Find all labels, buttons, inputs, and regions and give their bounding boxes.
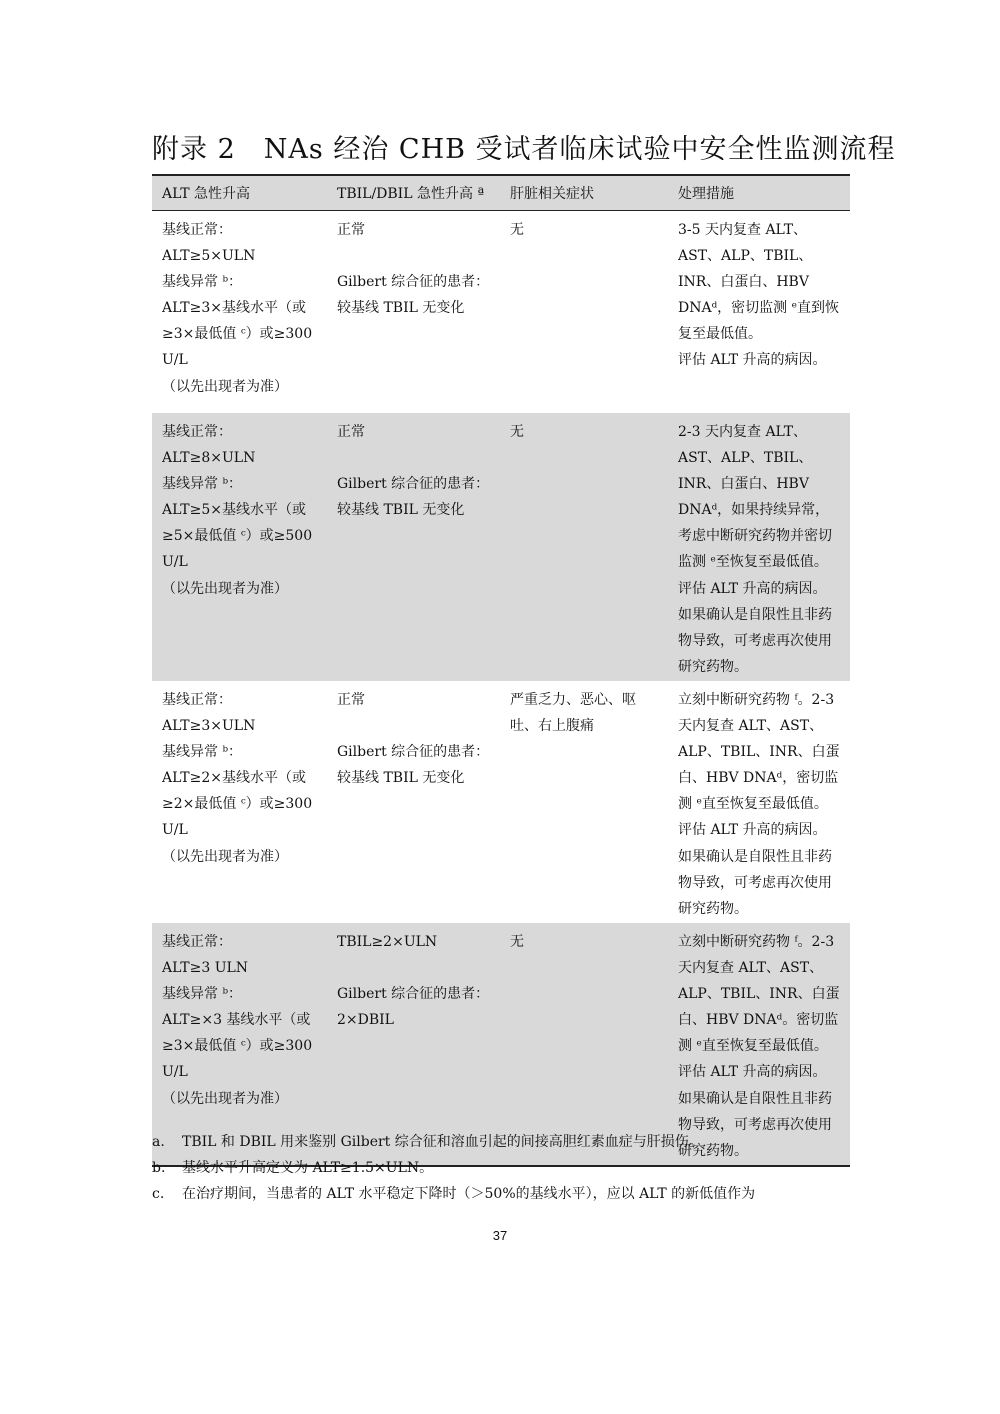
- cell-line: 较基线 TBIL 无变化: [337, 770, 465, 787]
- cell-line: 吐、右上腹痛: [510, 718, 594, 735]
- cell-line: 天内复查 ALT、AST、: [678, 718, 824, 735]
- cell-line: 基线异常 ᵇ：: [162, 744, 243, 761]
- footnotes: [152, 1129, 852, 1207]
- cell-line: 评估 ALT 升高的病因。: [678, 822, 827, 839]
- cell-line: Gilbert 综合征的患者：: [337, 274, 490, 291]
- cell-alt: [152, 413, 327, 681]
- cell-line: INR、白蛋白、HBV: [678, 274, 809, 291]
- cell-line: ALT≥3 ULN: [162, 960, 249, 977]
- cell-line: 物导致，可考虑再次使用: [678, 632, 832, 649]
- cell-symptoms: [500, 211, 660, 414]
- cell-symptoms: [500, 681, 660, 923]
- cell-line: TBIL≥2×ULN: [337, 934, 438, 950]
- cell-line: 基线异常 ᵇ：: [162, 274, 243, 291]
- cell-line: ALT≥5×ULN: [162, 248, 256, 265]
- cell-line: 白、HBV DNAᵈ，密切监: [678, 770, 839, 787]
- cell-line: 物导致，可考虑再次使用: [678, 874, 832, 891]
- cell-line: 基线异常 ᵇ：: [162, 476, 243, 493]
- cell-line: 正常: [337, 424, 365, 440]
- cell-line: 无: [510, 222, 524, 238]
- header-symptoms: 肝脏相关症状: [500, 175, 660, 211]
- cell-line: 无: [510, 934, 524, 950]
- cell-line: 物导致，可考虑再次使用: [678, 1116, 832, 1133]
- cell-line: 复至最低值。: [678, 326, 762, 343]
- cell-action: [660, 681, 850, 923]
- cell-line: 严重乏力、恶心、呕: [510, 692, 636, 708]
- cell-line: 基线正常：: [162, 424, 232, 440]
- cell-line: DNAᵈ，如果持续异常，: [678, 502, 830, 519]
- cell-line: ALP、TBIL、INR、白蛋: [678, 986, 840, 1003]
- cell-line: 立刻中断研究药物 ᶠ。2-3: [678, 934, 835, 950]
- cell-line: [337, 955, 500, 981]
- cell-action: [660, 413, 850, 681]
- cell-line: 2-3 天内复查 ALT、: [678, 424, 808, 440]
- cell-line: Gilbert 综合征的患者：: [337, 744, 490, 761]
- header-alt: ALT 急性升高: [152, 175, 327, 211]
- cell-line: ≥3×最低值 ᶜ）或≥300: [162, 326, 313, 343]
- cell-line: 天内复查 ALT、AST、: [678, 960, 824, 977]
- cell-line: 评估 ALT 升高的病因。: [678, 1064, 827, 1081]
- cell-line: [337, 243, 500, 269]
- cell-line: （以先出现者为准）: [162, 848, 288, 865]
- cell-tbil: [327, 413, 500, 681]
- cell-line: 监测 ᵉ至恢复至最低值。: [678, 554, 828, 571]
- table-header-row: [152, 175, 850, 211]
- cell-line: 考虑中断研究药物并密切: [678, 528, 832, 545]
- cell-line: ALP、TBIL、INR、白蛋: [678, 744, 840, 761]
- cell-line: 正常: [337, 222, 365, 238]
- cell-line: ALT≥×3 基线水平（或: [162, 1012, 311, 1029]
- cell-line: （以先出现者为准）: [162, 378, 288, 395]
- cell-line: 评估 ALT 升高的病因。: [678, 580, 827, 597]
- header-tbil: TBIL/DBIL 急性升高 ª: [327, 175, 500, 211]
- cell-action: [660, 211, 850, 414]
- cell-line: DNAᵈ，密切监测 ᵉ直到恢: [678, 300, 840, 317]
- cell-line: AST、ALP、TBIL、: [678, 450, 813, 467]
- table-row: [152, 681, 850, 923]
- cell-tbil: [327, 681, 500, 923]
- cell-line: U/L: [162, 1064, 188, 1081]
- footnote-a: a. TBIL 和 DBIL 用来鉴别 Gilbert 综合征和溶血引起的间接高胆红素血症与肝损伤。: [152, 1134, 703, 1150]
- cell-line: ≥5×最低值 ᶜ）或≥500: [162, 528, 313, 545]
- cell-line: 基线正常：: [162, 692, 232, 708]
- cell-line: ALT≥3×基线水平（或: [162, 300, 306, 317]
- cell-line: 测 ᵉ直至恢复至最低值。: [678, 796, 828, 813]
- header-action: 处理措施: [660, 175, 850, 211]
- cell-line: ALT≥3×ULN: [162, 718, 256, 735]
- cell-line: （以先出现者为准）: [162, 580, 288, 597]
- cell-line: 基线正常：: [162, 934, 232, 950]
- cell-line: ≥3×最低值 ᶜ）或≥300: [162, 1038, 313, 1055]
- page-title: 附录 2 NAs 经治 CHB 受试者临床试验中安全性监测流程: [152, 134, 896, 165]
- cell-tbil: [327, 211, 500, 414]
- cell-line: 基线异常 ᵇ：: [162, 986, 243, 1003]
- cell-symptoms: [500, 413, 660, 681]
- cell-line: （以先出现者为准）: [162, 1090, 288, 1107]
- page-number: 37: [492, 1228, 508, 1243]
- cell-line: 研究药物。: [678, 1142, 748, 1159]
- cell-line: U/L: [162, 822, 188, 839]
- cell-line: Gilbert 综合征的患者：: [337, 986, 490, 1003]
- cell-line: 如果确认是自限性且非药: [678, 848, 832, 865]
- cell-line: U/L: [162, 554, 188, 571]
- cell-line: 3-5 天内复查 ALT、: [678, 222, 808, 238]
- cell-line: 较基线 TBIL 无变化: [337, 502, 465, 519]
- cell-line: ALT≥5×基线水平（或: [162, 502, 306, 519]
- cell-line: 研究药物。: [678, 658, 748, 675]
- cell-line: AST、ALP、TBIL、: [678, 248, 813, 265]
- cell-line: 无: [510, 424, 524, 440]
- cell-line: 立刻中断研究药物 ᶠ。2-3: [678, 692, 835, 708]
- cell-alt: [152, 681, 327, 923]
- cell-line: 如果确认是自限性且非药: [678, 606, 832, 623]
- cell-line: 较基线 TBIL 无变化: [337, 300, 465, 317]
- cell-line: INR、白蛋白、HBV: [678, 476, 809, 493]
- cell-alt: [152, 211, 327, 414]
- table-row: [152, 211, 850, 414]
- cell-line: [337, 445, 500, 471]
- cell-line: U/L: [162, 352, 188, 369]
- cell-line: Gilbert 综合征的患者：: [337, 476, 490, 493]
- cell-line: ALT≥8×ULN: [162, 450, 256, 467]
- cell-line: 白、HBV DNAᵈ。密切监: [678, 1012, 839, 1029]
- cell-line: 评估 ALT 升高的病因。: [678, 352, 827, 369]
- safety-monitoring-table: [152, 174, 850, 1167]
- cell-line: [337, 713, 500, 739]
- cell-line: ≥2×最低值 ᶜ）或≥300: [162, 796, 313, 813]
- cell-line: 基线正常：: [162, 222, 232, 238]
- cell-line: 测 ᵉ直至恢复至最低值。: [678, 1038, 828, 1055]
- cell-line: 2×DBIL: [337, 1012, 394, 1029]
- cell-line: 研究药物。: [678, 900, 748, 917]
- table-row: [152, 413, 850, 681]
- cell-line: 正常: [337, 692, 365, 708]
- footnote-c: c. 在治疗期间，当患者的 ALT 水平稳定下降时（＞50%的基线水平），应以 ALT 的新低值作为: [152, 1186, 756, 1202]
- footnote-b: b. 基线水平升高定义为 ALT≥1.5×ULN。: [152, 1160, 434, 1176]
- cell-line: 如果确认是自限性且非药: [678, 1090, 832, 1107]
- cell-line: ALT≥2×基线水平（或: [162, 770, 306, 787]
